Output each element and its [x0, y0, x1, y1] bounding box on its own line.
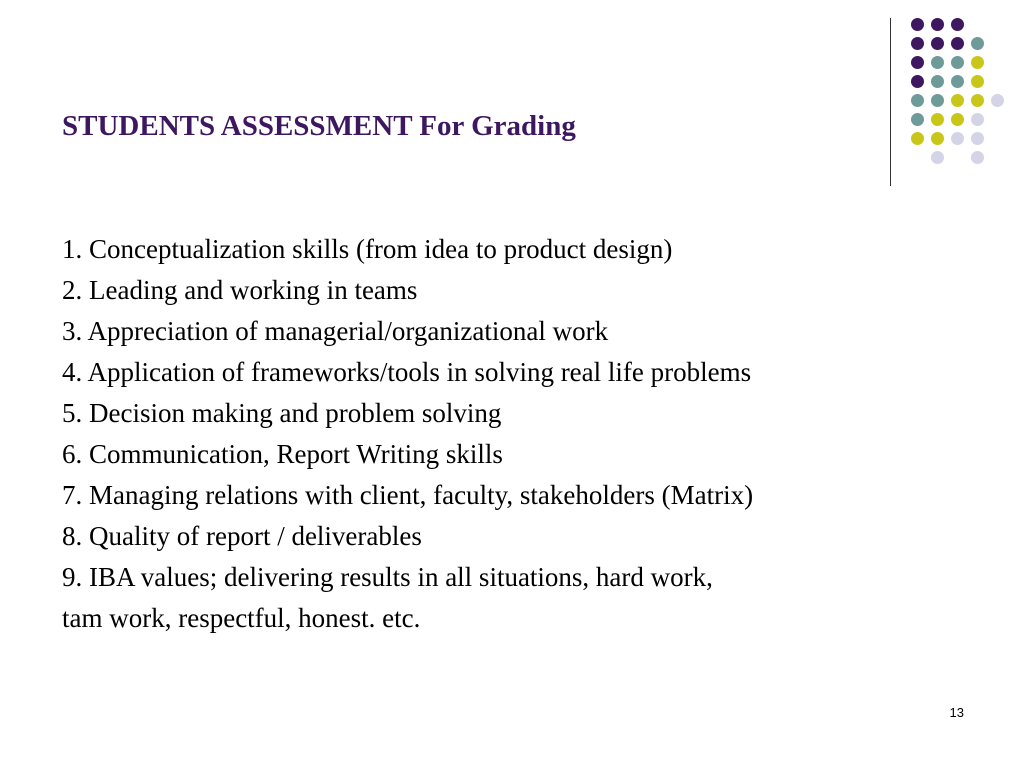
list-item: tam work, respectful, honest. etc.	[62, 603, 421, 633]
decorative-dot	[951, 113, 964, 126]
list-item: 8. Quality of report / deliverables	[62, 521, 422, 551]
decorative-dot	[931, 75, 944, 88]
decorative-dot	[931, 132, 944, 145]
decorative-dot	[971, 75, 984, 88]
decorative-dot	[971, 151, 984, 164]
decorative-dot	[911, 94, 924, 107]
decorative-dot	[931, 18, 944, 31]
decorative-dot	[931, 94, 944, 107]
slide-title: STUDENTS ASSESSMENT For Grading	[62, 110, 576, 142]
list-item: 4. Application of frameworks/tools in solving real life problems	[62, 357, 752, 387]
decorative-dot	[911, 37, 924, 50]
assessment-criteria-list	[62, 229, 753, 639]
decorative-dot	[931, 151, 944, 164]
decorative-dot	[931, 56, 944, 69]
list-item: 6. Communication, Report Writing skills	[62, 439, 503, 469]
decorative-dot-grid	[0, 0, 1024, 200]
list-item: 1. Conceptualization skills (from idea to product design)	[62, 234, 673, 264]
decorative-dot	[911, 75, 924, 88]
decorative-dot	[971, 94, 984, 107]
decorative-dot	[911, 18, 924, 31]
decorative-dot	[951, 132, 964, 145]
decorative-dot	[971, 56, 984, 69]
list-item: 5. Decision making and problem solving	[62, 398, 502, 428]
decorative-dot	[951, 37, 964, 50]
decorative-dot	[931, 113, 944, 126]
decorative-dot	[911, 56, 924, 69]
list-item: 2. Leading and working in teams	[62, 275, 418, 305]
decorative-dot	[991, 94, 1004, 107]
decorative-dot	[911, 132, 924, 145]
decorative-dot	[971, 37, 984, 50]
list-item: 9. IBA values; delivering results in all situations, hard work,	[62, 562, 713, 592]
list-item: 7. Managing relations with client, faculty, stakeholders (Matrix)	[62, 480, 754, 510]
decorative-dot	[971, 113, 984, 126]
page-number: 13	[949, 705, 964, 720]
decorative-dot	[931, 37, 944, 50]
decorative-dot	[911, 113, 924, 126]
decorative-dot	[951, 94, 964, 107]
decorative-dot	[951, 18, 964, 31]
decorative-dot	[951, 75, 964, 88]
decorative-dot	[951, 56, 964, 69]
vertical-divider	[890, 18, 891, 186]
decorative-dot	[971, 132, 984, 145]
list-item: 3. Appreciation of managerial/organizational work	[62, 316, 609, 346]
